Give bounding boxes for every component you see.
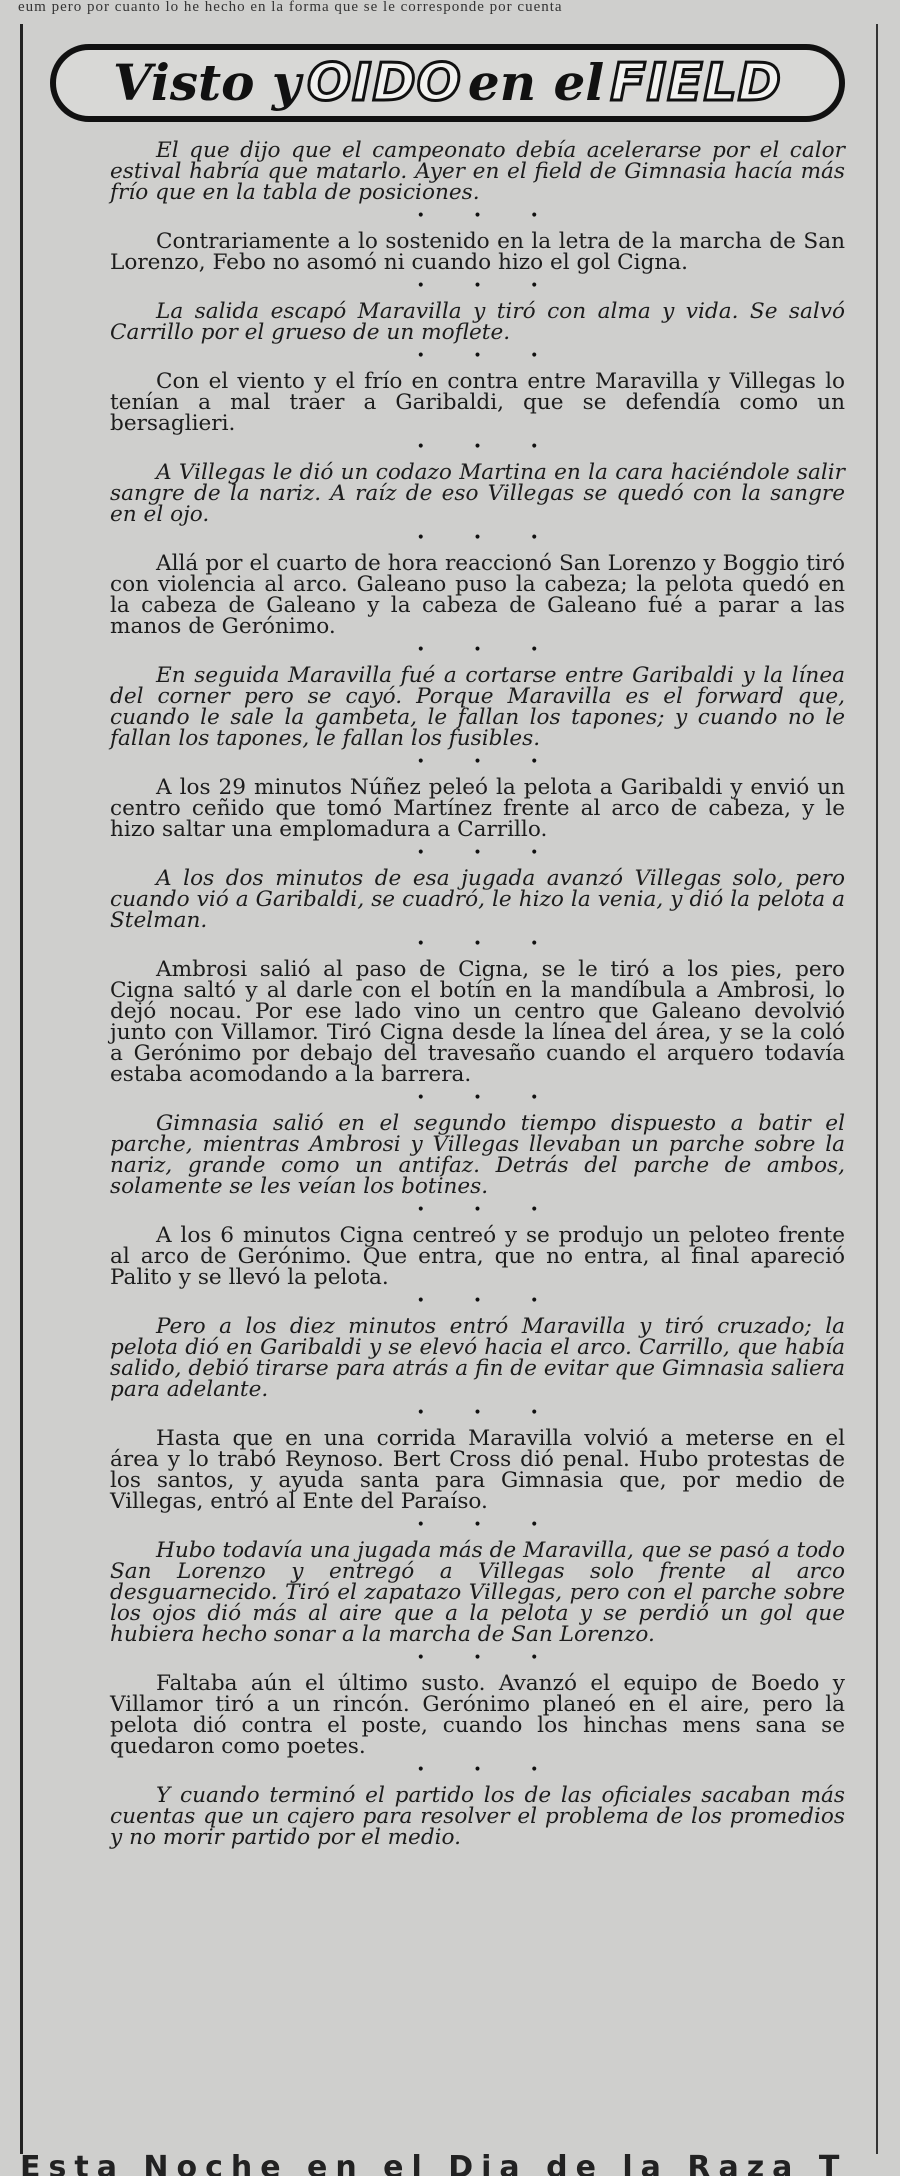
article-paragraph — [110, 371, 845, 434]
paragraph-separator: • • • — [416, 1202, 561, 1218]
paragraph-separator: • • • — [416, 1517, 561, 1533]
article-paragraph — [110, 553, 845, 637]
paragraph-separator: • • • — [416, 1293, 561, 1309]
paragraph-text: Pero a los diez minutos entró Maravilla y tiró cruzado; la pelota dió en Garibaldi y se elevó hacia el arco. Carrillo, que había salido, debió tirarse para atrás a fin de evitar que Gimnasia saliera para adelante. — [110, 1314, 845, 1402]
previous-column-text-strip: eum pero por cuanto lo he hecho en la forma que se le corresponde por cuenta — [18, 0, 563, 15]
paragraph-separator: • • • — [416, 439, 561, 455]
paragraph-text: Ambrosi salió al paso de Cigna, se le tiró a los pies, pero Cigna saltó y al darle con el botín en la mandíbula a Ambrosi, lo dejó nocau. Por ese lado vino un centro que Galeano devolvió junto con Villamor. Tiró Cigna desde la línea del área, y se la coló a Gerónimo por debajo del travesaño cuando el arquero todavía estaba acomodando a la barrera. — [110, 957, 845, 1087]
paragraph-separator: • • • — [416, 208, 561, 224]
paragraph-separator: • • • — [416, 754, 561, 770]
paragraph-separator: • • • — [416, 348, 561, 364]
paragraph-text: A Villegas le dió un codazo Martina en la cara haciéndole salir sangre de la nariz. A raíz de eso Villegas se quedó con la sangre en el ojo. — [110, 460, 845, 527]
article-paragraph — [110, 1316, 845, 1400]
paragraph-text: Hasta que en una corrida Maravilla volvió a meterse en el área y lo trabó Reynoso. Bert Cross dió penal. Hubo protestas de los santos, y ayuda santa para Gimnasia que, por medio de Villegas, entró al Ente del Paraíso. — [110, 1426, 845, 1514]
paragraph-text: En seguida Maravilla fué a cortarse entre Garibaldi y la línea del corner pero se cayó. Porque Maravilla es el forward que, cuando le sale la gambeta, le fallan los tapones; y cuando no le fallan los tapones, le fallan los fusibles. — [110, 663, 845, 751]
paragraph-text: A los 6 minutos Cigna centreó y se produjo un peloteo frente al arco de Gerónimo. Que entra, que no entra, al final apareció Palito y se llevó la pelota. — [110, 1223, 845, 1290]
article-paragraph — [110, 959, 845, 1085]
paragraph-separator: • • • — [416, 642, 561, 658]
paragraph-separator: • • • — [416, 1762, 561, 1778]
article-body — [110, 140, 845, 1848]
paragraph-separator: • • • — [416, 278, 561, 294]
article-paragraph — [110, 1540, 845, 1645]
paragraph-text: La salida escapó Maravilla y tiró con alma y vida. Se salvó Carrillo por el grueso de un moflete. — [110, 299, 845, 345]
banner-word-oido: OIDO — [306, 53, 462, 113]
paragraph-separator: • • • — [416, 530, 561, 546]
paragraph-separator: • • • — [416, 1405, 561, 1421]
paragraph-text: Hubo todavía una jugada más de Maravilla, que se pasó a todo San Lorenzo y entregó a Villegas solo frente al arco desguarnecido. Tiró el zapatazo Villegas, pero con el parche sobre los ojos dió más al aire que a la pelota y se perdió un gol que hubiera hecho sonar a la marcha de San Lorenzo. — [110, 1538, 845, 1647]
paragraph-text: El que dijo que el campeonato debía acelerarse por el calor estival habría que matarlo. Ayer en el field de Gimnasia hacía más frío que en la tabla de posiciones. — [110, 138, 845, 205]
article-paragraph — [110, 777, 845, 840]
paragraph-text: Contrariamente a lo sostenido en la letra de la marcha de San Lorenzo, Febo no asomó ni cuando hizo el gol Cigna. — [110, 229, 845, 275]
banner-word-en-el: en el — [467, 53, 605, 112]
next-headline-strip: Esta Noche en el Dia de la Raza T — [20, 2150, 848, 2176]
paragraph-text: Gimnasia salió en el segundo tiempo dispuesto a batir el parche, mientras Ambrosi y Villegas llevaban un parche sobre la nariz, grande como un antifaz. Detrás del parche de ambos, solamente se les veían los botines. — [110, 1111, 845, 1199]
article-paragraph — [110, 1785, 845, 1848]
article-paragraph — [110, 301, 845, 343]
article-paragraph — [110, 1113, 845, 1197]
banner-word-visto-y: Visto y — [113, 53, 301, 112]
article-paragraph — [110, 462, 845, 525]
paragraph-text: Con el viento y el frío en contra entre Maravilla y Villegas lo tenían a mal traer a Garibaldi, que se defendía como un bersaglieri. — [110, 369, 845, 436]
article-paragraph — [110, 231, 845, 273]
section-banner — [50, 44, 845, 122]
article-paragraph — [110, 1428, 845, 1512]
banner-word-field: FIELD — [610, 53, 782, 113]
paragraph-text: Faltaba aún el último susto. Avanzó el equipo de Boedo y Villamor tiró a un rincón. Gerónimo planeó en el aire, pero la pelota dió contra el poste, cuando los hinchas mens sana se quedaron como poetes. — [110, 1671, 845, 1759]
article-paragraph — [110, 140, 845, 203]
paragraph-text: A los dos minutos de esa jugada avanzó Villegas solo, pero cuando vió a Garibaldi, se cuadró, le hizo la venia, y dió la pelota a Stelman. — [110, 866, 845, 933]
paragraph-text: Y cuando terminó el partido los de las oficiales sacaban más cuentas que un cajero para resolver el problema de los promedios y no morir partido por el medio. — [110, 1783, 845, 1850]
paragraph-separator: • • • — [416, 845, 561, 861]
article-paragraph — [110, 868, 845, 931]
paragraph-separator: • • • — [416, 1090, 561, 1106]
paragraph-separator: • • • — [416, 1650, 561, 1666]
paragraph-text: A los 29 minutos Núñez peleó la pelota a Garibaldi y envió un centro ceñido que tomó Martínez frente al arco de cabeza, y le hizo saltar una emplomadura a Carrillo. — [110, 775, 845, 842]
article-paragraph — [110, 665, 845, 749]
article-paragraph — [110, 1225, 845, 1288]
paragraph-separator: • • • — [416, 936, 561, 952]
article-paragraph — [110, 1673, 845, 1757]
paragraph-text: Allá por el cuarto de hora reaccionó San Lorenzo y Boggio tiró con violencia al arco. Galeano puso la cabeza; la pelota quedó en la cabeza de Galeano y la cabeza de Galeano fué a parar a las manos de Gerónimo. — [110, 551, 845, 639]
